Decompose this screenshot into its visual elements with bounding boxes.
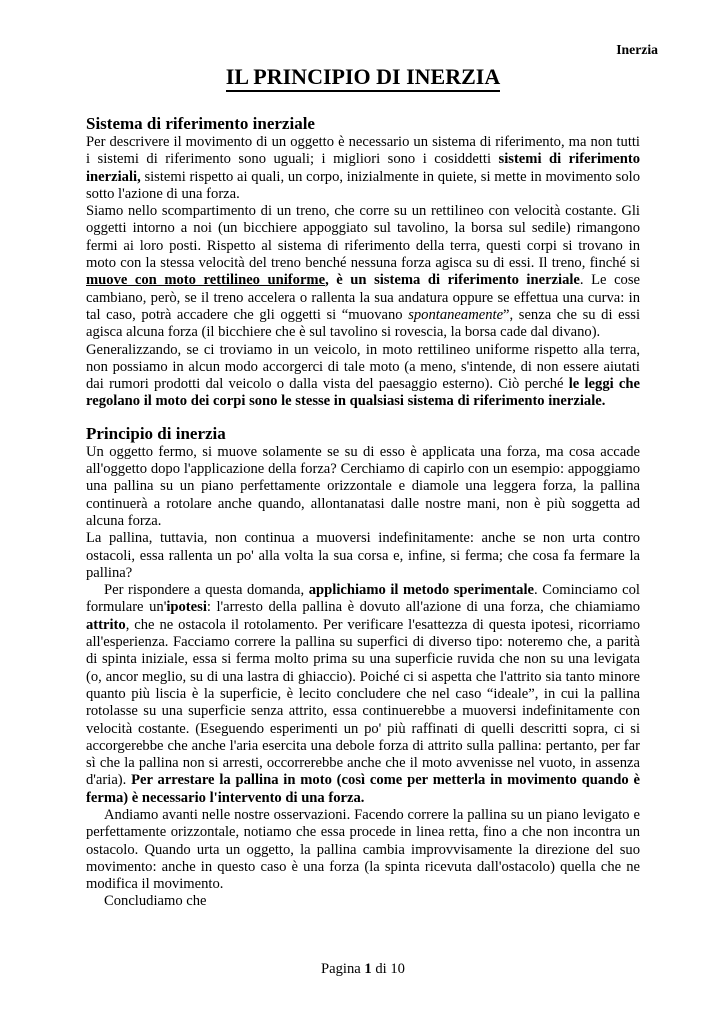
paragraph: Per rispondere a questa domanda, applichiamo il metodo sperimentale. Cominciamo col formulare un'ipotesi: l'arresto della pallina è dovuto all'azione di una forza, che chiamiamo attrito, che ne ostacola il rotolamento. Per verificare l'esattezza di questa ipotesi, ricorriamo all'esperienza. Facciamo correre la pallina su superfici di diverso tipo: noteremo che, a parità di spinta iniziale, essa si ferma molto prima su una superficie ruvida che non su una levigata (o, ancor meglio, su di una lastra di ghiaccio). Poiché ci si aspetta che l'attrito sia tanto minore quanto più liscia è la superficie, è lecito concludere che nel caso “ideale”, in cui la pallina rotolasse su una superficie senza attrito, essa continuerebbe a muoversi indefinitamente con velocità costante. (Eseguendo esperimenti un po' più raffinati di quelli descritti sopra, ci si accorgerebbe che anche l'aria esercita una debole forza di attrito sulla pallina: pertanto, per far sì che la pallina non si arresti, occorrerebbe anche che il moto avvenisse nel vuoto, in assenza d'aria). Per arrestare la pallina in moto (così come per metterla in movimento quando è ferma) è necessario l'intervento di una forza. — [86, 582, 640, 806]
footer-page-number: 1 — [364, 961, 372, 977]
footer-label-prefix: Pagina — [321, 961, 365, 977]
footer-label-suffix: di 10 — [371, 961, 405, 977]
paragraph: Andiamo avanti nelle nostre osservazioni. Facendo correre la pallina su un piano levigato e perfettamente orizzontale, notiamo che essa procede in linea retta, fino a che non incontra un ostacolo. Quando urta un oggetto, la pallina cambia improvvisamente la direzione del suo movimento: anche in questo caso è una forza (la spinta ricevuta dall'ostacolo) quella che ne modifica il movimento. — [86, 806, 640, 893]
page-content — [86, 0, 640, 911]
section-inertia-principle — [86, 423, 640, 911]
paragraph: Per descrivere il movimento di un oggetto è necessario un sistema di riferimento, ma non tutti i sistemi di riferimento sono uguali; i migliori sono i cosiddetti sistemi di riferimento inerziali, sistemi rispetto ai quali, un corpo, inizialmente in quiete, si mette in movimento solo sotto l'azione di una forza. — [86, 134, 640, 202]
paragraph: Concludiamo che — [104, 893, 207, 910]
section-body — [86, 134, 640, 411]
section-heading-riferimento-inerziale: Sistema di riferimento inerziale — [86, 114, 315, 133]
document-title-text: IL PRINCIPIO DI INERZIA — [226, 64, 500, 92]
paragraph: Generalizzando, se ci troviamo in un veicolo, in moto rettilineo uniforme rispetto alla terra, non possiamo in alcun modo accorgerci di tale moto (a meno, s'intende, di non essere aiutati dai rumori prodotti dal veicolo o dalla vista del paesaggio esterno). Ciò perché le leggi che regolano il moto dei corpi sono le stesse in qualsiasi sistema di riferimento inerziale. — [86, 341, 640, 410]
paragraph: Siamo nello scompartimento di un treno, che corre su un rettilineo con velocità costante. Gli oggetti intorno a noi (un bicchiere appoggiato sul tavolino, la borsa sul sedile) rimangono fermi ai loro posti. Rispetto al sistema di riferimento della terra, questi corpi si trovano in moto con la stessa velocità del treno benché nessuna forza agisca su di essi. Il treno, finché si muove con moto rettilineo uniforme, è un sistema di riferimento inerziale. Le cose cambiano, però, se il treno accelera o rallenta la sua andatura oppure se effettua una curva: in tal caso, potrà accadere che gli oggetti si “muovano spontaneamente”, senza che su di essi agisca alcuna forza (il bicchiere che è sul tavolino si rovescia, la borsa cade dal divano). — [86, 203, 640, 341]
document-title — [86, 63, 640, 91]
page-footer — [86, 961, 640, 978]
paragraph: Un oggetto fermo, si muove solamente se su di esso è applicata una forza, ma cosa accade all'oggetto dopo l'applicazione della forza? Cerchiamo di capirlo con un esempio: appoggiamo una pallina su un piano perfettamente orizzontale e diamole una leggera forza, la pallina continuerà a rotolare anche quando, allontanatasi dalle nostre mani, non è più soggetta ad alcuna forza. — [86, 443, 640, 529]
paragraph: La pallina, tuttavia, non continua a muoversi indefinitamente: anche se non urta contro ostacoli, essa rallenta un po' alla volta la sua corsa e, infine, si ferma; che cosa fa fermare la pallina? — [86, 530, 640, 581]
running-header: Inerzia — [616, 42, 658, 57]
section-inertial-reference — [86, 113, 640, 411]
section-heading-principio-inerzia: Principio di inerzia — [86, 423, 226, 443]
section-body — [86, 444, 640, 911]
